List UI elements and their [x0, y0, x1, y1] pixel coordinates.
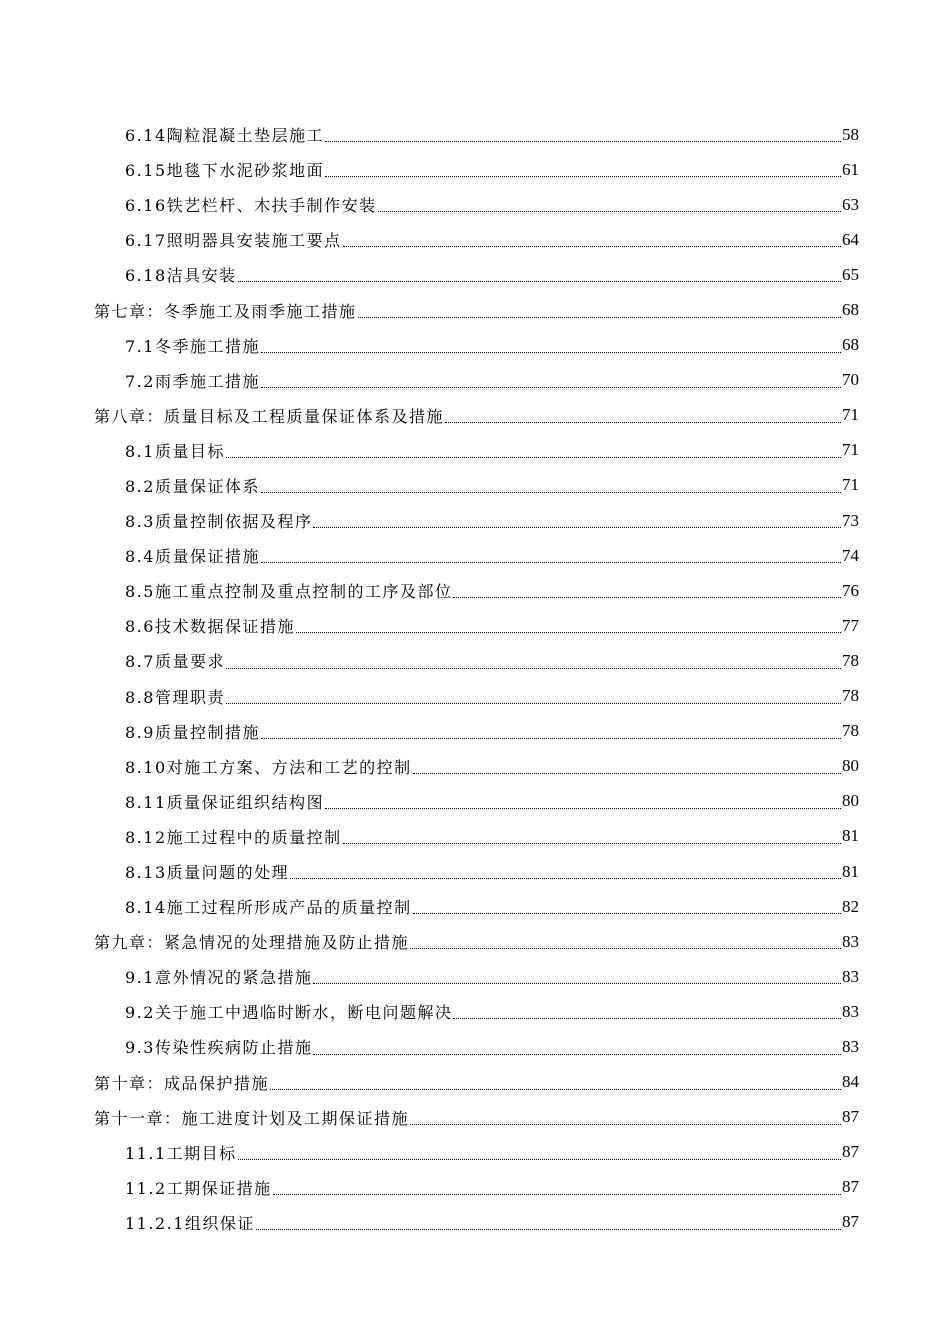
toc-section-entry[interactable] — [0, 573, 950, 608]
toc-chapter-entry[interactable] — [0, 1100, 950, 1135]
toc-entry-page-number: 83 — [842, 966, 859, 986]
toc-dot-leader — [325, 176, 841, 177]
toc-entry-title: 6.16铁艺栏杆、木扶手制作安装 — [125, 196, 377, 216]
toc-dot-leader — [226, 703, 841, 704]
toc-entry-page-number: 82 — [842, 896, 859, 916]
toc-entry-title: 6.14陶粒混凝土垫层施工 — [125, 126, 325, 146]
toc-entry-page-number: 87 — [842, 1177, 859, 1197]
toc-entry-title: 8.12施工过程中的质量控制 — [125, 827, 342, 847]
toc-section-entry[interactable] — [0, 257, 950, 292]
toc-dot-leader — [273, 1194, 841, 1195]
toc-section-entry[interactable] — [0, 503, 950, 538]
toc-entry-page-number: 68 — [842, 300, 859, 320]
toc-entry-title: 第十章：成品保护措施 — [94, 1073, 270, 1093]
toc-section-entry[interactable] — [0, 468, 950, 503]
toc-section-entry[interactable] — [0, 187, 950, 222]
toc-section-entry[interactable] — [0, 679, 950, 714]
toc-section-entry[interactable] — [0, 1170, 950, 1205]
table-of-contents — [0, 117, 950, 1240]
toc-entry-page-number: 83 — [842, 1036, 859, 1056]
toc-dot-leader — [325, 808, 841, 809]
toc-dot-leader — [410, 1124, 841, 1125]
toc-entry-title: 8.13质量问题的处理 — [125, 863, 290, 883]
toc-chapter-entry[interactable] — [0, 1065, 950, 1100]
toc-entry-page-number: 80 — [842, 791, 859, 811]
toc-entry-page-number: 78 — [842, 721, 859, 741]
toc-section-entry[interactable] — [0, 959, 950, 994]
toc-entry-title: 6.18洁具安装 — [125, 266, 237, 286]
toc-section-entry[interactable] — [0, 363, 950, 398]
toc-section-entry[interactable] — [0, 1029, 950, 1064]
toc-entry-page-number: 73 — [842, 510, 859, 530]
toc-entry-page-number: 81 — [842, 861, 859, 881]
toc-entry-page-number: 61 — [842, 159, 859, 179]
toc-entry-page-number: 74 — [842, 545, 859, 565]
toc-entry-page-number: 71 — [842, 440, 859, 460]
toc-dot-leader — [261, 387, 841, 388]
toc-dot-leader — [270, 1089, 841, 1090]
toc-entry-page-number: 81 — [842, 826, 859, 846]
toc-dot-leader — [238, 281, 841, 282]
toc-section-entry[interactable] — [0, 1205, 950, 1240]
toc-dot-leader — [261, 352, 841, 353]
toc-dot-leader — [413, 913, 841, 914]
toc-entry-title: 8.1质量目标 — [125, 441, 225, 461]
toc-entry-title: 11.2工期保证措施 — [125, 1178, 272, 1198]
toc-dot-leader — [410, 948, 841, 949]
toc-dot-leader — [453, 1018, 841, 1019]
toc-entry-page-number: 68 — [842, 335, 859, 355]
toc-dot-leader — [343, 843, 841, 844]
toc-entry-title: 8.6技术数据保证措施 — [125, 617, 295, 637]
toc-entry-title: 8.9质量控制措施 — [125, 722, 260, 742]
toc-entry-page-number: 64 — [842, 229, 859, 249]
toc-section-entry[interactable] — [0, 784, 950, 819]
toc-entry-title: 8.14施工过程所形成产品的质量控制 — [125, 898, 412, 918]
toc-entry-page-number: 87 — [842, 1212, 859, 1232]
toc-entry-page-number: 70 — [842, 370, 859, 390]
toc-entry-title: 第八章：质量目标及工程质量保证体系及措施 — [94, 406, 445, 426]
toc-section-entry[interactable] — [0, 643, 950, 678]
toc-entry-title: 8.3质量控制依据及程序 — [125, 512, 313, 532]
toc-entry-title: 第十一章：施工进度计划及工期保证措施 — [94, 1108, 410, 1128]
toc-dot-leader — [343, 246, 841, 247]
toc-entry-title: 9.3传染性疾病防止措施 — [125, 1038, 313, 1058]
toc-section-entry[interactable] — [0, 608, 950, 643]
toc-section-entry[interactable] — [0, 538, 950, 573]
toc-chapter-entry[interactable] — [0, 398, 950, 433]
toc-section-entry[interactable] — [0, 117, 950, 152]
toc-entry-page-number: 84 — [842, 1072, 859, 1092]
toc-section-entry[interactable] — [0, 889, 950, 924]
toc-entry-title: 7.1冬季施工措施 — [125, 336, 260, 356]
toc-section-entry[interactable] — [0, 433, 950, 468]
toc-dot-leader — [313, 1054, 841, 1055]
toc-entry-title: 11.1工期目标 — [125, 1143, 237, 1163]
toc-entry-title: 6.15地毯下水泥砂浆地面 — [125, 161, 325, 181]
toc-dot-leader — [313, 527, 841, 528]
toc-entry-page-number: 78 — [842, 686, 859, 706]
toc-entry-page-number: 87 — [842, 1142, 859, 1162]
toc-entry-title: 9.2关于施工中遇临时断水，断电问题解决 — [125, 1003, 453, 1023]
toc-dot-leader — [261, 492, 841, 493]
toc-dot-leader — [296, 632, 841, 633]
toc-dot-leader — [256, 1229, 841, 1230]
toc-dot-leader — [413, 773, 841, 774]
toc-entry-title: 8.2质量保证体系 — [125, 476, 260, 496]
toc-dot-leader — [378, 211, 841, 212]
toc-entry-title: 第七章：冬季施工及雨季施工措施 — [94, 301, 357, 321]
toc-entry-page-number: 83 — [842, 1001, 859, 1021]
toc-section-entry[interactable] — [0, 222, 950, 257]
toc-entry-page-number: 63 — [842, 194, 859, 214]
toc-entry-title: 8.7质量要求 — [125, 652, 225, 672]
toc-section-entry[interactable] — [0, 714, 950, 749]
toc-entry-page-number: 71 — [842, 405, 859, 425]
toc-dot-leader — [238, 1159, 841, 1160]
toc-section-entry[interactable] — [0, 749, 950, 784]
toc-dot-leader — [358, 317, 841, 318]
toc-section-entry[interactable] — [0, 328, 950, 363]
toc-entry-page-number: 83 — [842, 931, 859, 951]
toc-entry-title: 8.8管理职责 — [125, 687, 225, 707]
toc-section-entry[interactable] — [0, 819, 950, 854]
toc-entry-title: 8.4质量保证措施 — [125, 547, 260, 567]
toc-entry-page-number: 71 — [842, 475, 859, 495]
toc-entry-title: 第九章：紧急情况的处理措施及防止措施 — [94, 933, 410, 953]
toc-dot-leader — [261, 562, 841, 563]
toc-entry-page-number: 76 — [842, 580, 859, 600]
toc-entry-page-number: 80 — [842, 756, 859, 776]
toc-entry-page-number: 58 — [842, 124, 859, 144]
toc-section-entry[interactable] — [0, 854, 950, 889]
toc-section-entry[interactable] — [0, 152, 950, 187]
toc-dot-leader — [261, 738, 841, 739]
toc-dot-leader — [313, 983, 841, 984]
toc-section-entry[interactable] — [0, 994, 950, 1029]
toc-entry-title: 8.11质量保证组织结构图 — [125, 792, 325, 812]
toc-entry-title: 9.1意外情况的紧急措施 — [125, 968, 313, 988]
toc-dot-leader — [325, 141, 841, 142]
toc-entry-page-number: 87 — [842, 1107, 859, 1127]
toc-entry-page-number: 65 — [842, 264, 859, 284]
toc-dot-leader — [290, 878, 841, 879]
toc-entry-page-number: 77 — [842, 615, 859, 635]
toc-entry-title: 11.2.1组织保证 — [125, 1213, 255, 1233]
toc-entry-title: 6.17照明器具安装施工要点 — [125, 231, 342, 251]
toc-dot-leader — [445, 422, 841, 423]
toc-entry-title: 8.5施工重点控制及重点控制的工序及部位 — [125, 582, 453, 602]
toc-section-entry[interactable] — [0, 1135, 950, 1170]
toc-dot-leader — [226, 668, 841, 669]
toc-chapter-entry[interactable] — [0, 924, 950, 959]
toc-entry-title: 7.2雨季施工措施 — [125, 371, 260, 391]
toc-chapter-entry[interactable] — [0, 292, 950, 327]
toc-entry-page-number: 78 — [842, 650, 859, 670]
toc-dot-leader — [226, 457, 841, 458]
toc-entry-title: 8.10对施工方案、方法和工艺的控制 — [125, 757, 412, 777]
toc-dot-leader — [453, 597, 841, 598]
